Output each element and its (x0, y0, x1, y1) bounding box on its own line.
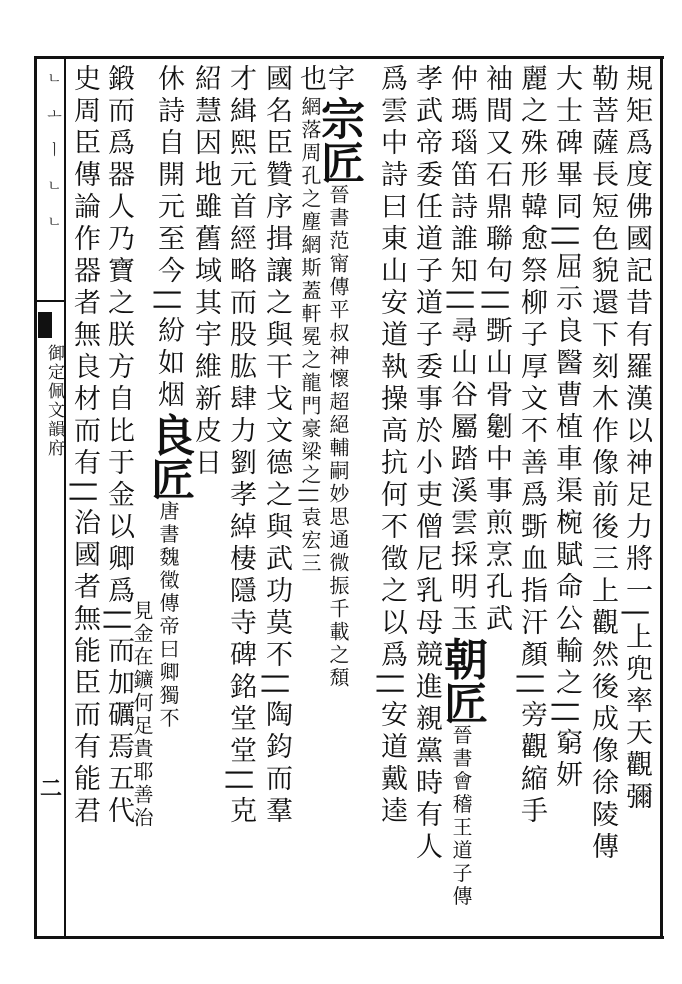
text-column-6 (436, 64, 487, 930)
fold-fishtail-mark (38, 312, 52, 338)
text-column-1: 規矩爲度佛國記昔有羅漢以神足力將一|上兜率天觀彌 (621, 64, 652, 815)
text-column-6-source: 晉書會稽王道子傳 (449, 724, 473, 909)
text-column-7: 孝武帝委任道子道子委事於小吏僧尼乳母競進親黨時有人 (411, 64, 442, 864)
text-column-10 (292, 64, 328, 930)
frame-bottom-border (34, 936, 664, 939)
fold-line (34, 300, 64, 302)
margin-book-title: 御定佩文韻府 (44, 344, 64, 458)
frame-top-border (34, 56, 664, 59)
margin-head-marks: ㄴ ㅗ ㅣ ㄴ ㄴ (45, 70, 63, 237)
text-column-17: 史周臣傳論作器者無良材而有||治國者無能臣而有能君 (69, 64, 100, 829)
frame-left-border (34, 56, 37, 939)
text-column-9-lead: 字 (323, 64, 354, 96)
text-column-14-source: 唐書魏徵傳帝曰卿獨不 (156, 500, 180, 731)
text-column-5: 袖間又石鼎聯句||斲山骨劖中事煎烹孔武 (481, 64, 512, 637)
text-column-12: 才緝熙元首經略而股肱肆力劉孝綽棲隱寺碑銘堂堂||克 (225, 64, 256, 829)
text-column-9-source: 晉書范甯傳平叔神懷超絕輔嗣妙思通微振千載之頹 (326, 184, 350, 690)
text-column-4: 麗之殊形韓愈祭柳子厚文不善爲斲血指汗顏||旁觀縮手 (516, 64, 547, 829)
page-number: 二 (40, 776, 63, 802)
text-column-15-body: 見金在鑛何足貴耶善治 (130, 600, 154, 830)
text-column-3: 大士碑畢同||屈示良醫曹植車渠椀賦命公輸之||窮妍 (551, 64, 582, 793)
text-column-13: 紹慧因地雖舊域其宇維新皮日 (190, 64, 221, 480)
text-column-2: 勒菩薩長短色貌還下刻木作像前後三上觀然後成像徐陵傳 (587, 64, 618, 864)
text-column-10-body: 網落周孔之塵網斯蓋軒冕之龍門豪梁之||袁宏三 (298, 96, 322, 576)
text-column-8: 爲雲中詩曰東山安道執操高抗何不徵之以爲||安道戴逵 (376, 64, 407, 829)
text-column-6-main: 仲瑪瑙笛詩誰知||尋山谷屬踏溪雲採明玉 (446, 64, 477, 637)
text-column-11: 國名臣贊序揖讓之與干戈文德之與武功莫不||陶鈞而羣 (261, 64, 292, 829)
headword-zongjiang: 宗匠 (313, 96, 364, 184)
text-column-10-lead: 也 (295, 64, 326, 96)
frame-right-border (660, 56, 663, 939)
headword-chaojiang: 朝匠 (436, 636, 487, 725)
headword-liangjiang: 良匠 (143, 412, 194, 501)
text-column-14-main: 休詩自開元至今||紛如烟 (153, 64, 184, 413)
text-column-16: 鍛而爲器人乃寶之朕方自比于金以卿爲||而加礪焉五代 (103, 64, 134, 829)
